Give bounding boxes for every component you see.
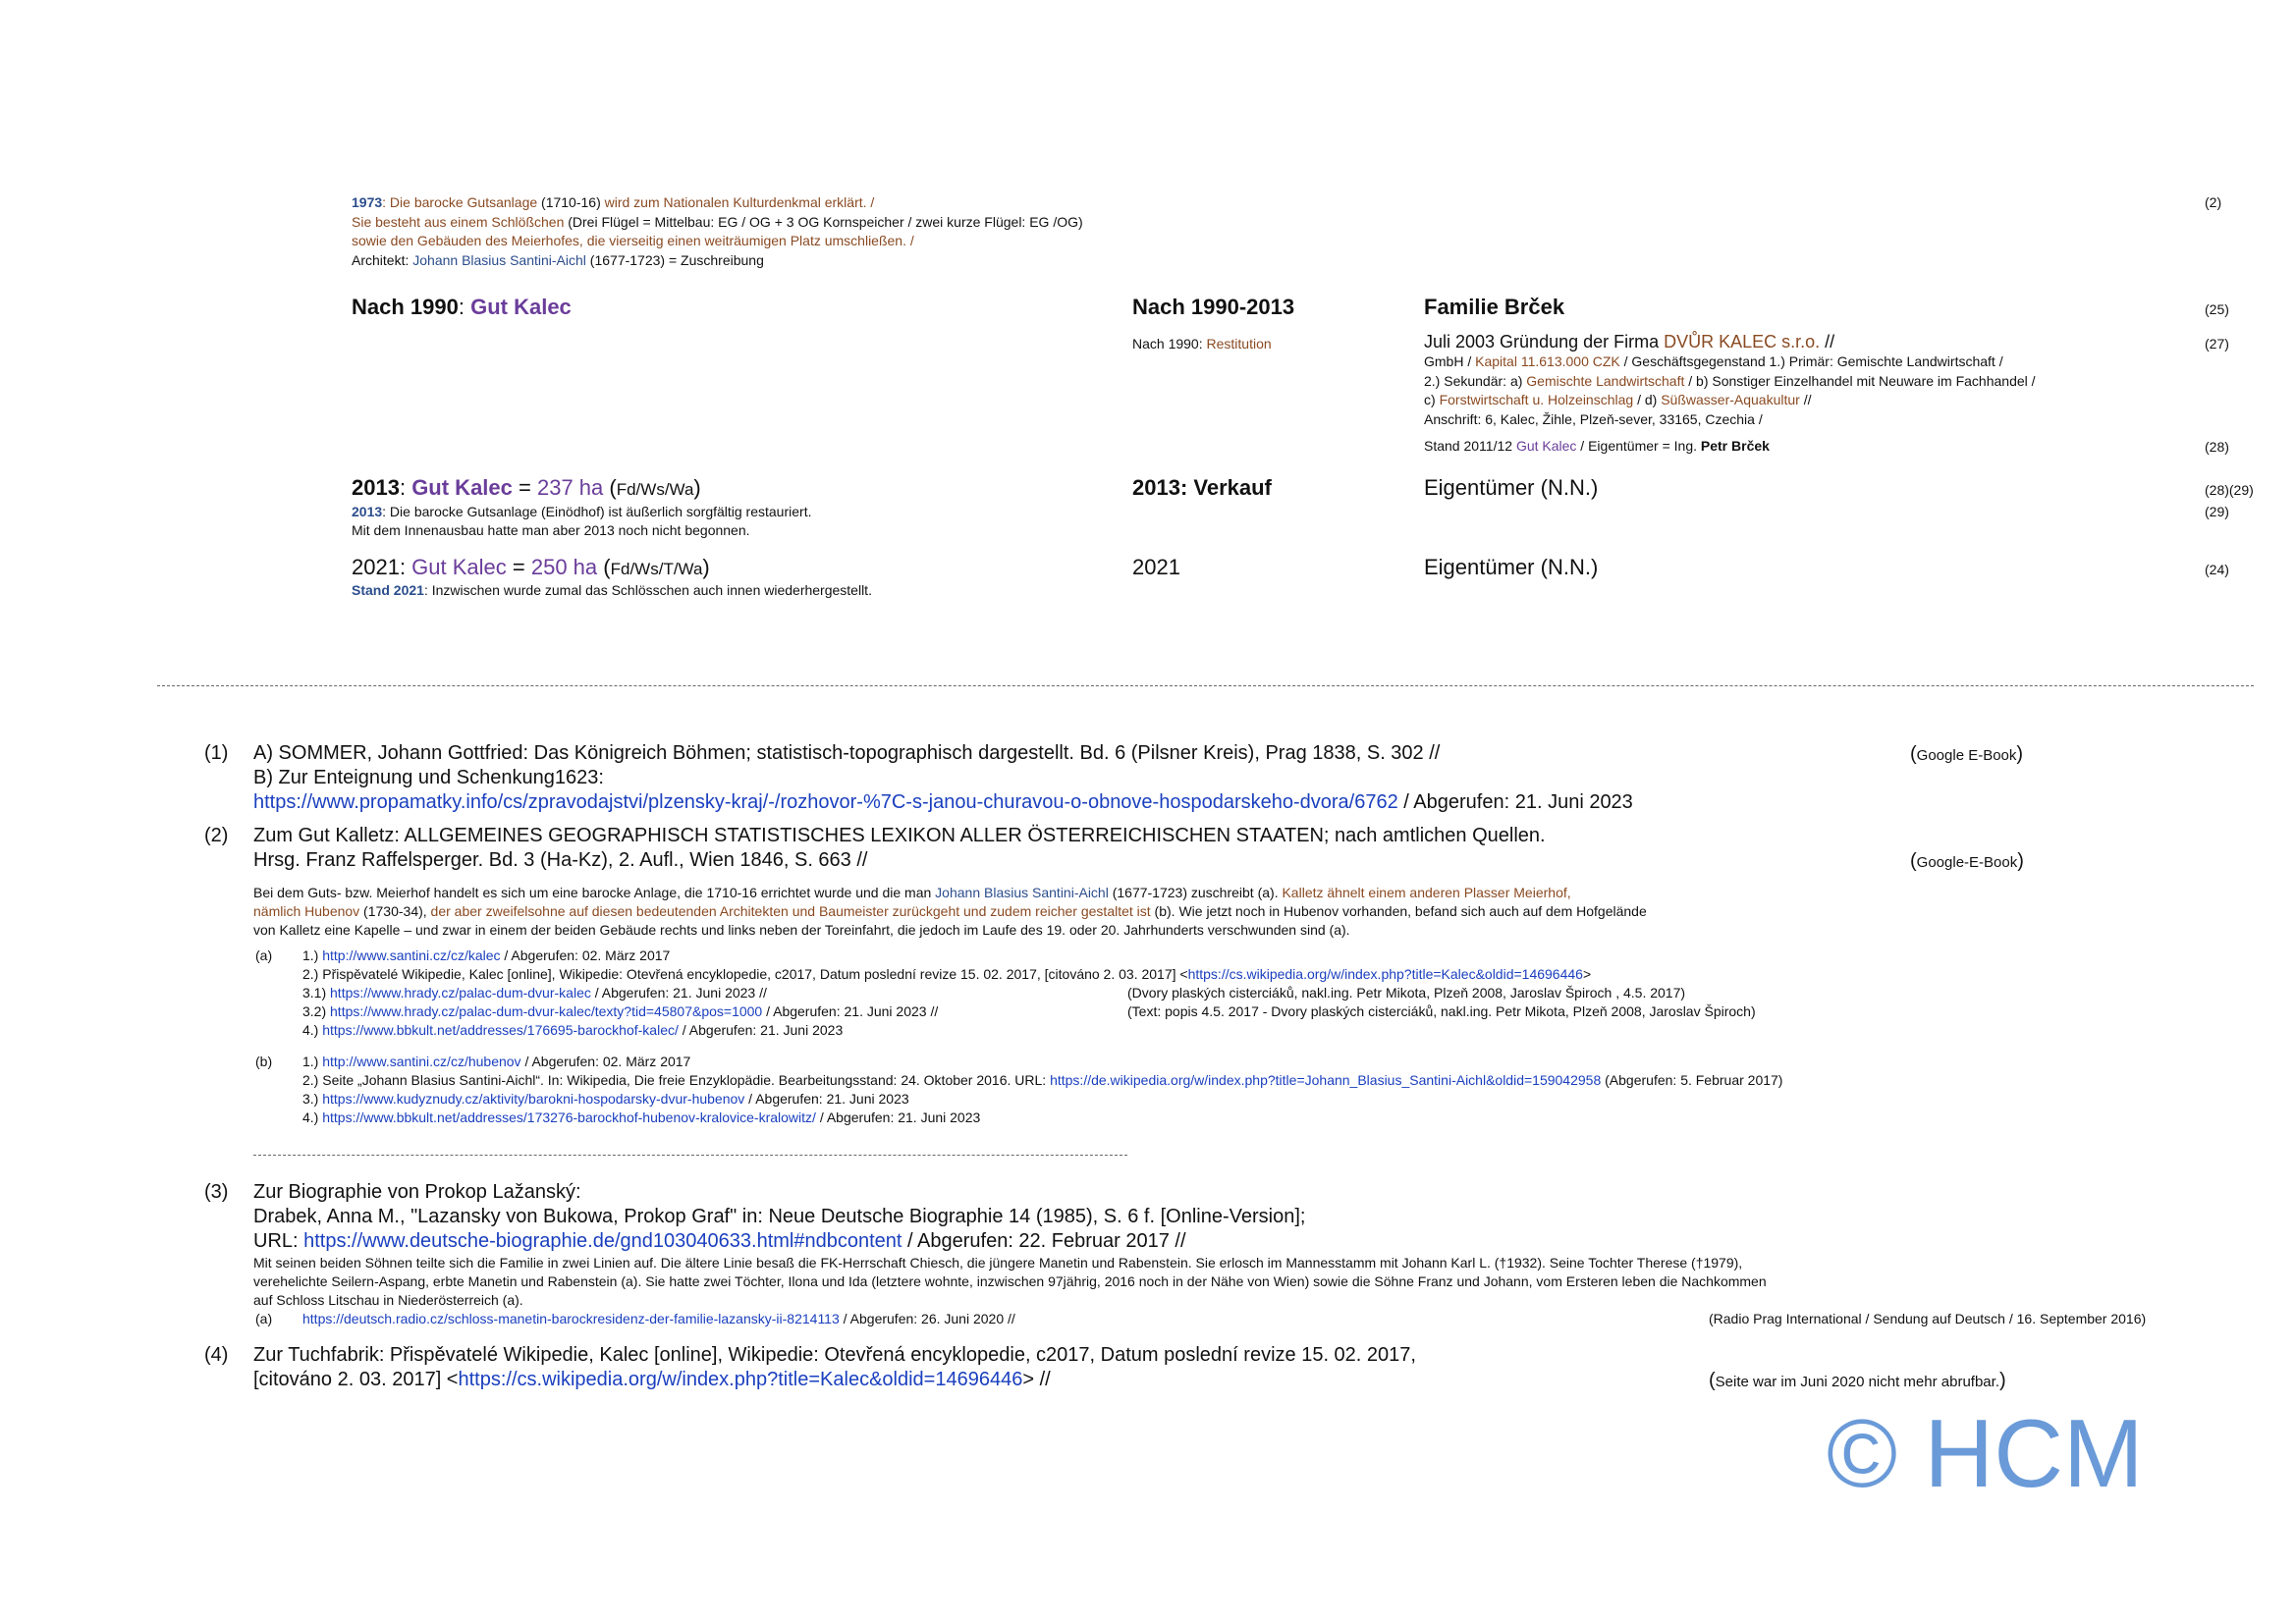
copyright-watermark: © HCM: [1827, 1399, 2144, 1507]
footnote-3-line-3: URL: https://www.deutsche-biographie.de/gnd103040633.html#ndbcontent / Abgerufen: 22. Februar 2017 //: [253, 1230, 1186, 1252]
list-item: 3.2) https://www.hrady.cz/palac-dum-dvur-kalec/texty?tid=45807&pos=1000 / Abgerufen: 21. Juni 2023 //: [302, 1003, 939, 1019]
row1b-right-1: Juli 2003 Gründung der Firma DVŮR KALEC s.r.o. //: [1424, 332, 1835, 352]
footnote-3-para-2: verehelichte Seilern-Aspang, erbte Manetin und Rabenstein (a). Sie hatte zwei Töchter, Ilona und Ida (letztere wohnte, inzwischen 97jährig, 2016 noch in der Nähe von Wien) sowie die Söhne Franz und Johann, vom Ersteren leben die Nachkommen: [253, 1273, 1767, 1289]
bbkult-hubenov-link[interactable]: https://www.bbkult.net/addresses/173276-barockhof-hubenov-kralovice-kralowitz/: [322, 1109, 816, 1125]
sub-divider: [253, 1155, 1127, 1156]
ref-marker: (28): [2205, 439, 2229, 455]
row2-left: 2013: Gut Kalec = 237 ha (Fd/Ws/Wa): [352, 475, 701, 500]
sub-label-a: (a): [255, 1311, 273, 1326]
row2-right: Eigentümer (N.N.): [1424, 475, 1599, 500]
propamatky-link[interactable]: https://www.propamatky.info/cs/zpravodajstvi/plzensky-kraj/-/rozhovor-%7C-s-janou-churavou-o-obnove-hospodarskeho-dvora/6762: [253, 791, 1398, 813]
de-wikipedia-link[interactable]: https://de.wikipedia.org/w/index.php?title=Johann_Blasius_Santini-Aichl&oldid=159042958: [1050, 1072, 1602, 1088]
ref-marker: (27): [2205, 336, 2229, 352]
footnote-1-line-3: https://www.propamatky.info/cs/zpravodajstvi/plzensky-kraj/-/rozhovor-%7C-s-janou-churavou-o-obnove-hospodarskeho-dvora/6762 / Abgerufen: 21. Juni 2023: [253, 791, 1633, 813]
footnote-2-line-1: Zum Gut Kalletz: ALLGEMEINES GEOGRAPHISCH STATISTISCHES LEXIKON ALLER ÖSTERREICHISCHEN STAATEN; nach amtlichen Quellen.: [253, 825, 1546, 846]
row2-sub-1: 2013: Die barocke Gutsanlage (Einödhof) ist äußerlich sorgfältig restauriert.: [352, 504, 812, 519]
radio-prag-link[interactable]: https://deutsch.radio.cz/schloss-manetin-barockresidenz-der-familie-lazansky-ii-8214113: [302, 1311, 840, 1326]
list-item: 4.) https://www.bbkult.net/addresses/176695-barockhof-kalec/ / Abgerufen: 21. Juni 2023: [302, 1022, 844, 1038]
row1-mid: Nach 1990-2013: [1132, 295, 1295, 319]
source-note: (Radio Prag International / Sendung auf Deutsch / 16. September 2016): [1709, 1311, 2147, 1326]
footnote-2-para-2: nämlich Hubenov (1730-34), der aber zweifelsohne auf diesen bedeutenden Architekten und Baumeister zurückgeht und zudem reicher gestaltet ist (b). Wie jetzt noch in Hubenov vorhanden, befand sich auch auf dem Hofgelände: [253, 903, 1647, 919]
footnote-1-line-2: B) Zur Enteignung und Schenkung1623:: [253, 767, 604, 788]
hrady-texty-link[interactable]: https://www.hrady.cz/palac-dum-dvur-kalec/texty?tid=45807&pos=1000: [330, 1003, 763, 1019]
row2-sub-2: Mit dem Innenausbau hatte man aber 2013 noch nicht begonnen.: [352, 522, 750, 538]
deutsche-biographie-link[interactable]: https://www.deutsche-biographie.de/gnd103040633.html#ndbcontent: [303, 1230, 902, 1252]
row3-left: 2021: Gut Kalec = 250 ha (Fd/Ws/T/Wa): [352, 555, 710, 579]
row1-left: Nach 1990: Gut Kalec: [352, 295, 572, 319]
row2-mid: 2013: Verkauf: [1132, 475, 1272, 500]
sub-label-b: (b): [255, 1054, 273, 1069]
row1b-right-6: Stand 2011/12 Gut Kalec / Eigentümer = Ing. Petr Brček: [1424, 438, 1770, 454]
footnote-3-line-1: Zur Biographie von Prokop Lažanský:: [253, 1181, 581, 1203]
list-item: 1.) http://www.santini.cz/cz/hubenov / Abgerufen: 02. März 2017: [302, 1054, 691, 1069]
footnote-2-line-2: Hrsg. Franz Raffelsperger. Bd. 3 (Ha-Kz), 2. Aufl., Wien 1846, S. 663 //: [253, 849, 868, 871]
cs-wikipedia-link[interactable]: https://cs.wikipedia.org/w/index.php?title=Kalec&oldid=14696446: [458, 1369, 1023, 1390]
footnote-number: (4): [204, 1344, 229, 1366]
list-item: 2.) Seite „Johann Blasius Santini-Aichl“. In: Wikipedia, Die freie Enzyklopädie. Bearbeitungsstand: 24. Oktober 2016. URL: https://de.wikipedia.org/w/index.php?title=Johann_Blasius_Santini-Aichl&oldid=159042958 (Abgerufen: 5. Februar 2017): [302, 1072, 1783, 1088]
footnote-number: (1): [204, 742, 229, 764]
section-divider: [157, 685, 2254, 686]
footnote-2-para-3: von Kalletz eine Kapelle – und zwar in einem der beiden Gebäude rechts und links neben der Toreinfahrt, die jedoch im Laufe des 19. oder 20. Jahrhunderts verschwunden sind (a).: [253, 922, 1350, 938]
ref-marker: (25): [2205, 301, 2229, 317]
row3-sub: Stand 2021: Inzwischen wurde zumal das Schlösschen auch innen wiederhergestellt.: [352, 582, 872, 598]
footnote-number: (3): [204, 1181, 229, 1203]
top-line-4: Architekt: Johann Blasius Santini-Aichl (1677-1723) = Zuschreibung: [352, 252, 764, 268]
source-note: (Text: popis 4.5. 2017 - Dvory plaských cisterciáků, nakl.ing. Petr Mikota, Plzeň 2008, Jaroslav Špiroch): [1127, 1003, 1756, 1019]
footnote-note: (Google-E-Book): [1910, 850, 2024, 872]
row3-right: Eigentümer (N.N.): [1424, 555, 1599, 579]
row1b-mid: Nach 1990: Restitution: [1132, 336, 1272, 352]
santini-hubenov-link[interactable]: http://www.santini.cz/cz/hubenov: [322, 1054, 521, 1069]
footnote-number: (2): [204, 825, 229, 846]
footnote-2-para-1: Bei dem Guts- bzw. Meierhof handelt es sich um eine barocke Anlage, die 1710-16 errichtet wurde und die man Johann Blasius Santini-Aichl (1677-1723) zuschreibt (a). Kalletz ähnelt einem anderen Plasser Meierhof,: [253, 885, 1571, 900]
footnote-1-line-1: A) SOMMER, Johann Gottfried: Das Königreich Böhmen; statistisch-topographisch dargestellt. Bd. 6 (Pilsner Kreis), Prag 1838, S. 302 //: [253, 742, 1441, 764]
kudyznudy-link[interactable]: https://www.kudyznudy.cz/aktivity/barokni-hospodarsky-dvur-hubenov: [322, 1091, 745, 1107]
santini-kalec-link[interactable]: http://www.santini.cz/cz/kalec: [322, 947, 501, 963]
row1-right: Familie Brček: [1424, 295, 1565, 319]
row3-mid: 2021: [1132, 555, 1180, 579]
list-item: 3.1) https://www.hrady.cz/palac-dum-dvur-kalec / Abgerufen: 21. Juni 2023 //: [302, 985, 767, 1001]
list-item: 3.) https://www.kudyznudy.cz/aktivity/barokni-hospodarsky-dvur-hubenov / Abgerufen: 21. Juni 2023: [302, 1091, 909, 1107]
top-line-3: sowie den Gebäuden des Meierhofes, die vierseitig einen weiträumigen Platz umschließen. /: [352, 233, 914, 248]
footnote-3-para-1: Mit seinen beiden Söhnen teilte sich die Familie in zwei Linien auf. Die ältere Linie besaß die FK-Herrschaft Chiesch, die jüngere Manetin und Rabenstein. Sie erlosch im Mannesstamm mit Johann Karl L. (†1932). Seine Tochter Therese (†1979),: [253, 1255, 1743, 1271]
footnote-4-line-1: Zur Tuchfabrik: Přispěvatelé Wikipedie, Kalec [online], Wikipedie: Otevřená encyklopedie, c2017, Datum poslední revize 15. 02. 2017,: [253, 1344, 1416, 1366]
hrady-kalec-link[interactable]: https://www.hrady.cz/palac-dum-dvur-kalec: [330, 985, 591, 1001]
ref-marker: (28)(29): [2205, 482, 2254, 498]
architect-name: Johann Blasius Santini-Aichl: [412, 252, 586, 268]
sub-label-a: (a): [255, 947, 273, 963]
cs-wikipedia-link[interactable]: https://cs.wikipedia.org/w/index.php?title=Kalec&oldid=14696446: [1187, 966, 1583, 982]
footnote-3-para-3: auf Schloss Litschau in Niederösterreich (a).: [253, 1292, 523, 1308]
row1b-right-2: GmbH / Kapital 11.613.000 CZK / Geschäftsgegenstand 1.) Primär: Gemischte Landwirtschaft /: [1424, 353, 2003, 369]
row1b-right-3: 2.) Sekundär: a) Gemischte Landwirtschaft / b) Sonstiger Einzelhandel mit Neuware im Fachhandel /: [1424, 373, 2036, 389]
footnote-note: (Seite war im Juni 2020 nicht mehr abrufbar.): [1709, 1370, 2006, 1391]
top-line-1: 1973: Die barocke Gutsanlage (1710-16) wird zum Nationalen Kulturdenkmal erklärt. /: [352, 194, 875, 210]
ref-marker: (29): [2205, 504, 2229, 519]
ref-marker: (2): [2205, 194, 2222, 210]
list-item: https://deutsch.radio.cz/schloss-manetin-barockresidenz-der-familie-lazansky-ii-8214113 / Abgerufen: 26. Juni 2020 //: [302, 1311, 1015, 1326]
list-item: 2.) Přispěvatelé Wikipedie, Kalec [online], Wikipedie: Otevřená encyklopedie, c2017, Datum poslední revize 15. 02. 2017, [citováno 2. 03. 2017] <https://cs.wikipedia.org/w/index.php?title=Kalec&oldid=14696446>: [302, 966, 1592, 982]
bbkult-kalec-link[interactable]: https://www.bbkult.net/addresses/176695-barockhof-kalec/: [322, 1022, 679, 1038]
list-item: 1.) http://www.santini.cz/cz/kalec / Abgerufen: 02. März 2017: [302, 947, 671, 963]
source-note: (Dvory plaských cisterciáků, nakl.ing. Petr Mikota, Plzeň 2008, Jaroslav Špiroch , 4.5. 2017): [1127, 985, 1686, 1001]
ref-marker: (24): [2205, 562, 2229, 577]
top-line-2: Sie besteht aus einem Schlößchen (Drei Flügel = Mittelbau: EG / OG + 3 OG Kornspeicher / zwei kurze Flügel: EG /OG): [352, 214, 1083, 230]
year-1973: 1973: [352, 194, 383, 210]
footnote-note: (Google E-Book): [1910, 743, 2024, 765]
footnote-3-line-2: Drabek, Anna M., "Lazansky von Bukowa, Prokop Graf" in: Neue Deutsche Biographie 14 (1985), S. 6 f. [Online-Version];: [253, 1206, 1306, 1227]
list-item: 4.) https://www.bbkult.net/addresses/173276-barockhof-hubenov-kralovice-kralowitz/ / Abgerufen: 21. Juni 2023: [302, 1109, 981, 1125]
footnote-4-line-2: [citováno 2. 03. 2017] <https://cs.wikipedia.org/w/index.php?title=Kalec&oldid=14696446> //: [253, 1369, 1051, 1390]
row1b-right-4: c) Forstwirtschaft u. Holzeinschlag / d) Süßwasser-Aquakultur //: [1424, 392, 1812, 407]
row1b-right-5: Anschrift: 6, Kalec, Žihle, Plzeň-sever, 33165, Czechia /: [1424, 411, 1763, 427]
